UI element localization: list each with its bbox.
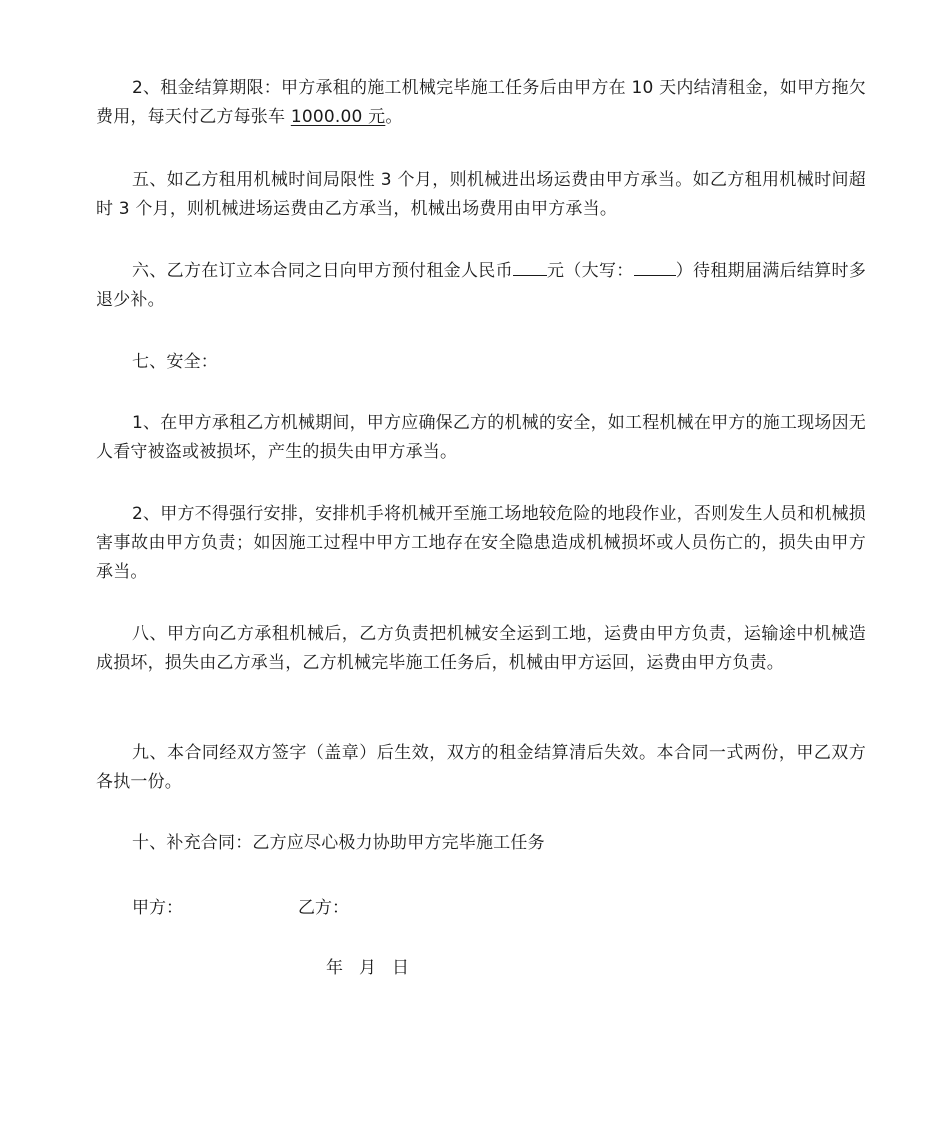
clause-settlement-text: 2、租金结算期限：甲方承租的施工机械完毕施工任务后由甲方在 10 天内结清租金，如甲方拖欠费用，每天付乙方每张车: [96, 78, 866, 127]
clause-nine-effectiveness: 九、本合同经双方签字（盖章）后生效，双方的租金结算清后失效。本合同一式两份，甲乙双方各执一份。: [96, 743, 866, 792]
date-year-label: 年: [326, 958, 343, 978]
party-b-signature-label: 乙方：: [298, 898, 349, 918]
prepay-amount-blank: [513, 259, 547, 276]
date-month-label: 月: [359, 958, 376, 978]
clause-six-text-a: 六、乙方在订立本合同之日向甲方预付租金人民币: [132, 261, 513, 281]
clause-five-transport-fee: 五、如乙方租用机械时间局限性 3 个月，则机械进出场运费由甲方承当。如乙方租用机械时间超时 3 个月，则机械进场运费由乙方承当，机械出场费用由甲方承当。: [96, 170, 866, 219]
prepay-amount-words-blank: [634, 259, 676, 276]
party-a-signature-label: 甲方：: [132, 898, 183, 918]
clause-six-text-c: ）待租期届满后结算时多退少补。: [96, 261, 867, 310]
clause-eight-delivery: 八、甲方向乙方承租机械后，乙方负责把机械安全运到工地，运费由甲方负责，运输途中机械造成损坏，损失由乙方承当，乙方机械完毕施工任务后，机械由甲方运回，运费由甲方负责。: [96, 624, 866, 673]
clause-settlement-end: 。: [385, 107, 403, 127]
clause-seven-safety-heading: 七、安全：: [132, 352, 218, 372]
clause-six-prepayment: [96, 257, 866, 315]
date-day-label: 日: [392, 958, 409, 978]
signing-date: [326, 954, 425, 983]
clause-six-text-b: 元（大写：: [546, 261, 634, 281]
clause-settlement-period: [96, 74, 866, 132]
clause-seven-item-1: 1、在甲方承租乙方机械期间，甲方应确保乙方的机械的安全，如工程机械在甲方的施工现场因无人看守被盗或被损坏，产生的损失由甲方承当。: [96, 413, 866, 462]
clause-seven-item-2: 2、甲方不得强行安排，安排机手将机械开至施工场地较危险的地段作业，否则发生人员和机械损害事故由甲方负责；如因施工过程中甲方工地存在安全隐患造成机械损坏或人员伤亡的，损失由甲方承当。: [96, 504, 866, 582]
clause-ten-supplement: 十、补充合同：乙方应尽心极力协助甲方完毕施工任务: [132, 833, 545, 853]
daily-penalty-amount: 1000.00 元: [290, 107, 386, 127]
